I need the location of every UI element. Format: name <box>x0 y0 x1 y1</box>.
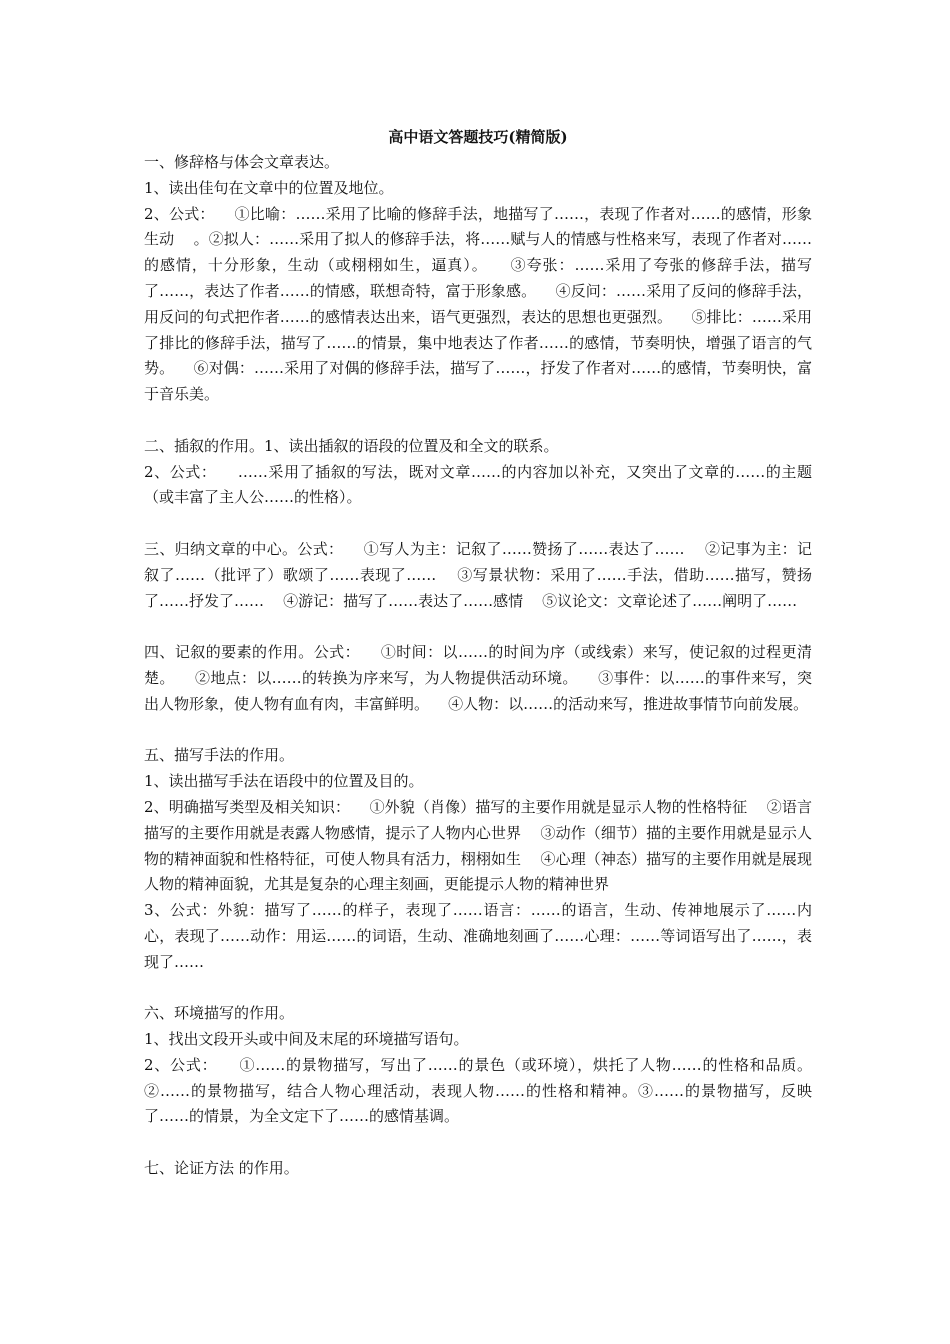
section-argument-methods <box>144 1156 812 1182</box>
blank-line <box>144 511 812 537</box>
paragraph: 2、公式： ①……的景物描写，写出了……的景色（或环境），烘托了人物……的性格和品质。 ②……的景物描写，结合人物心理活动，表现人物……的性格和精神。③……的景物描写，反映了……的情景，为全文定下了……的感情基调。 <box>144 1055 832 1126</box>
section-heading: 二、插叙的作用。1、读出插叙的语段的位置及和全文的联系。 <box>144 436 559 455</box>
section-rhetoric <box>144 150 812 408</box>
paragraph: 2、公式： ①比喻：……采用了比喻的修辞手法，地描写了……，表现了作者对……的感情，形象生动 。②拟人：……采用了拟人的修辞手法，将……赋与人的情感与性格来写，表现了作者对……的感情，十分形象，生动（或栩栩如生，逼真）。 ③夸张：……采用了夸张的修辞手法，描写了……，表达了作者……的情感，联想奇特，富于形象感。 ④反问：……采用了反问的修辞手法，用反问的句式把作者……的感情表达出来，语气更强烈，表达的思想也更强烈。 ⑤排比：……采用了排比的修辞手法，描写了……的情景，集中地表达了作者……的感情，节奏明快，增强了语言的气势。 ⑥对偶：……采用了对偶的修辞手法，描写了……，抒发了作者对……的感情，节奏明快，富于音乐美。 <box>144 204 812 404</box>
paragraph: 1、读出佳句在文章中的位置及地位。 <box>144 178 394 197</box>
section-heading: 五、描写手法的作用。 <box>144 746 295 765</box>
section-central-idea <box>144 537 812 614</box>
blank-line <box>144 408 812 434</box>
document-title: 高中语文答题技巧(精简版) <box>388 128 568 146</box>
blank-line <box>144 614 812 640</box>
section-heading: 六、环境描写的作用。 <box>144 1004 295 1023</box>
paragraph: 2、明确描写类型及相关知识： ①外貌（肖像）描写的主要作用就是显示人物的性格特征 ②语言描写的主要作用就是表露人物感情，提示了人物内心世界 ③动作（细节）描的主要作用就是显示人物的精神面貌和性格特征，可使人物具有活力，栩栩如生 ④心理（神态）描写的主要作用就是展现人物的精神面貌，尤其是复杂的心理主刻画，更能提示人物的精神世界 <box>144 797 812 894</box>
paragraph: 三、归纳文章的中心。公式： ①写人为主：记叙了……赞扬了……表达了…… ②记事为主：记叙了……（批评了）歌颂了……表现了…… ③写景状物：采用了……手法，借助……描写，赞扬了……抒发了…… ④游记：描写了……表达了……感情 ⑤议论文：文章论述了……阐明了…… <box>144 539 812 610</box>
blank-line <box>144 718 812 744</box>
section-flashback <box>144 434 812 511</box>
blank-line <box>144 976 812 1002</box>
paragraph: 3、公式：外貌：描写了……的样子，表现了……语言：……的语言，生动、传神地展示了……内心，表现了……动作：用运……的词语，生动、准确地刻画了……心理：……等词语写出了……，表现了…… <box>144 901 812 971</box>
section-heading: 七、论证方法 的作用。 <box>144 1159 299 1178</box>
section-heading: 一、修辞格与体会文章表达。 <box>144 153 340 171</box>
section-environment-description <box>144 1001 832 1130</box>
section-narrative-elements <box>144 640 812 717</box>
paragraph: 2、公式： ……采用了插叙的写法，既对文章……的内容加以补充，又突出了文章的……的主题（或丰富了主人公……的性格）。 <box>144 462 812 507</box>
blank-line <box>144 1130 812 1156</box>
paragraph: 四、记叙的要素的作用。公式： ①时间：以……的时间为序（或线索）来写，使记叙的过程更清楚。 ②地点：以……的转换为序来写，为人物提供活动环境。 ③事件：以……的事件来写，突出人物形象，使人物有血有肉，丰富鲜明。 ④人物：以……的活动来写，推进故事情节向前发展。 <box>144 643 812 713</box>
paragraph: 1、读出描写手法在语段中的位置及目的。 <box>144 772 424 791</box>
paragraph: 1、找出文段开头或中间及末尾的环境描写语句。 <box>144 1030 469 1049</box>
document-page <box>144 124 832 1182</box>
section-description-techniques <box>144 743 812 975</box>
